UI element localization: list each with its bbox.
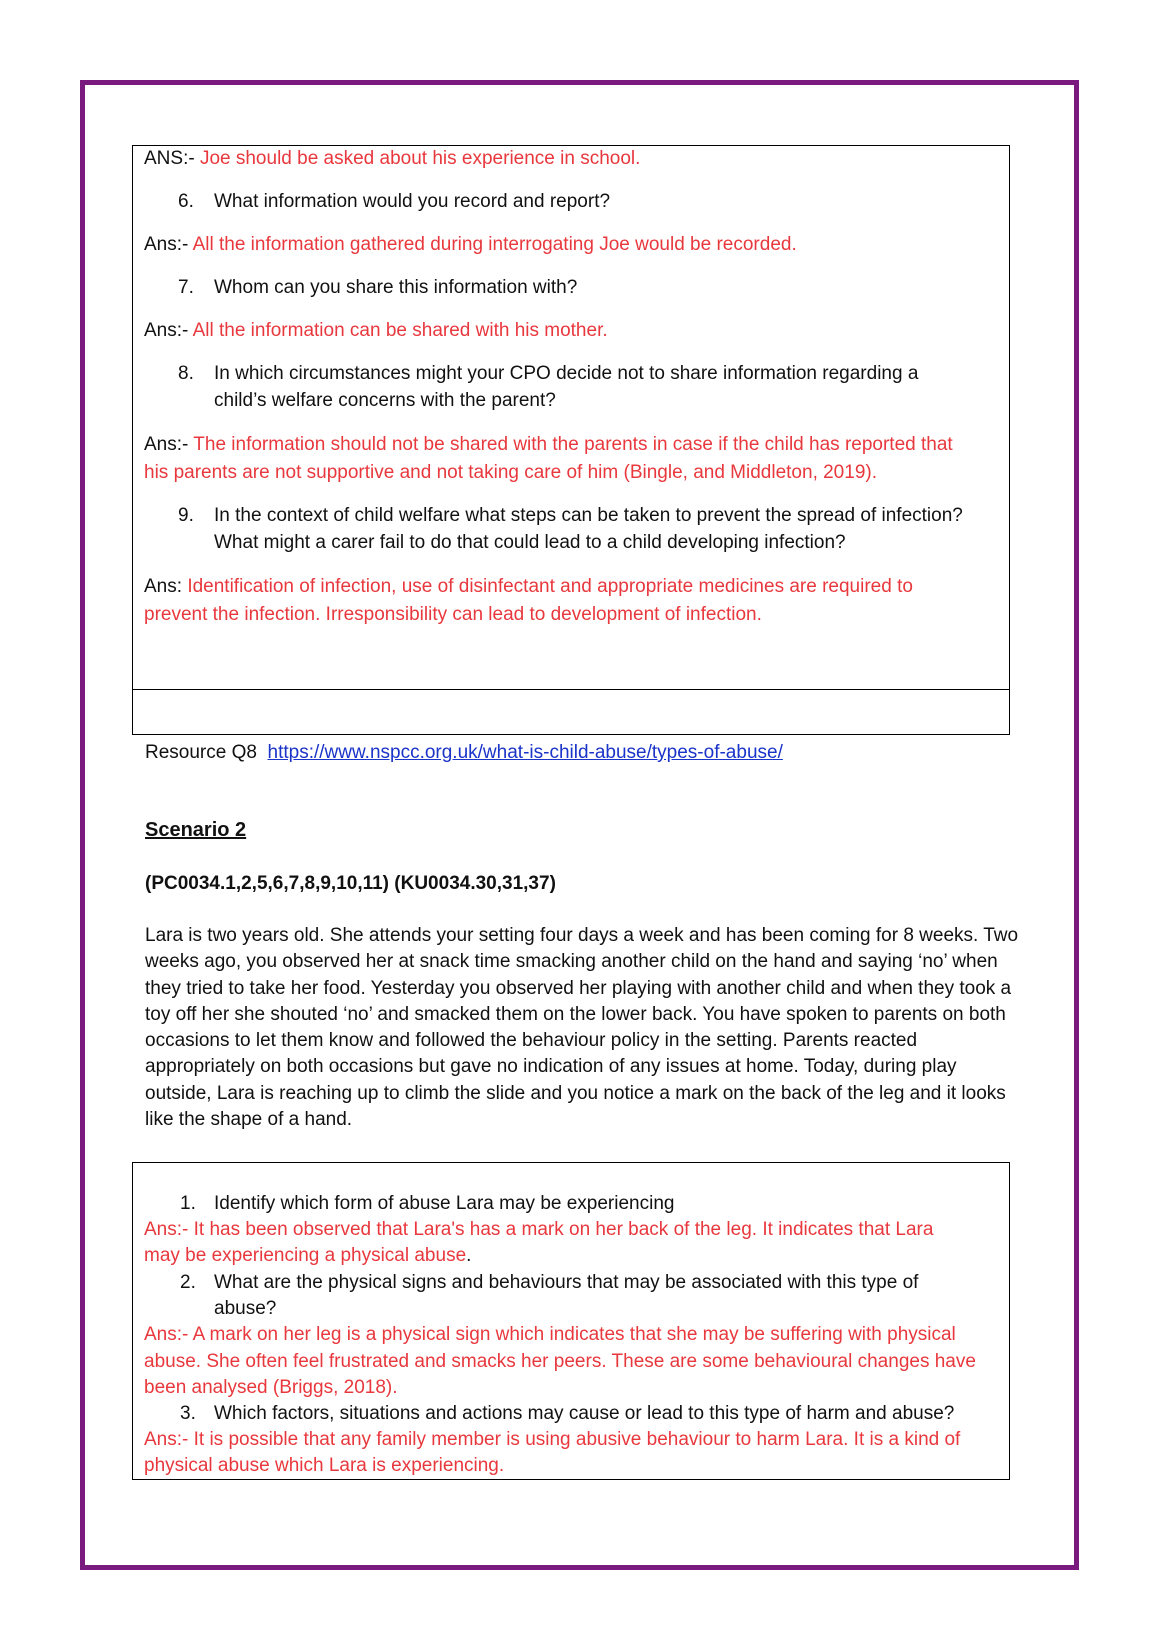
answer-8-line-1 [144,432,953,458]
answer-text: may be experiencing a physical abuse [144,1245,467,1266]
answer-prefix: Ans:- [144,320,193,341]
question-number: 6. [178,191,194,212]
answer-1-line-2 [144,1243,471,1269]
answer-prefix: Ans:- [144,434,194,455]
answer-2-line-2: abuse. She often feel frustrated and smacks her peers. These are some behavioural changes have [144,1351,976,1372]
question-9-line-1: In the context of child welfare what steps can be taken to prevent the spread of infection? [214,505,963,526]
scenario-codes: (PC0034.1,2,5,6,7,8,9,10,11) (KU0034.30,31,37) [145,873,556,894]
question-7: 7. [178,277,194,298]
answer-3-line-1: Ans:- It is possible that any family member is using abusive behaviour to harm Lara. It is a kind of [144,1429,961,1450]
answer-1-line-1: Ans:- It has been observed that Lara's has a mark on her back of the leg. It indicates that Lara [144,1219,934,1240]
answer-prefix: ANS:- [144,148,200,169]
resource-label: Resource Q8 [145,742,257,763]
question-2-line-2: abuse? [214,1298,277,1319]
scenario-title: Scenario 2 [145,819,247,841]
question-6-text: What information would you record and report? [214,191,611,212]
answer-period: . [466,1245,472,1266]
answer-2-line-1: Ans:- A mark on her leg is a physical sign which indicates that she may be suffering with physical [144,1324,956,1345]
answer-6 [144,232,797,258]
answer-prefix: Ans:- [144,234,193,255]
scenario-text: Lara is two years old. She attends your setting four days a week and has been coming for 8 weeks. Two weeks ago, you observed her at snack time smacking another child on the hand and saying ‘no’ when they tried to take her food. Yesterday you observed her playing with another child and when they took a toy off her she shouted ‘no’ and smacked them on the lower back. You have spoken to parents on both occasions to let them know and followed the behaviour policy in the setting. Parents reacted appropriately on both occasions but gave no indication of any issues at home. Today, during play outside, Lara is reaching up to climb the slide and you notice a mark on the back of the leg and it looks like the shape of a hand. [145,925,1019,1131]
answer-text: Joe should be asked about his experience in school. [199,148,641,169]
answer-prefix: Ans: [144,576,188,597]
resource-line [145,740,783,766]
answer-7 [144,318,608,344]
answer-9-line-1 [144,574,913,600]
question-7-text: Whom can you share this information with? [214,277,578,298]
answer-8-line-2: his parents are not supportive and not taking care of him (Bingle, and Middleton, 2019). [144,462,877,483]
answer-text: Identification of infection, use of disinfectant and appropriate medicines are required to [187,576,913,597]
question-8-line-1: In which circumstances might your CPO decide not to share information regarding a [214,363,919,384]
question-6 [178,189,194,215]
answer-text: The information should not be shared with the parents in case if the child has reported that [193,434,953,455]
question-3-number: 3. [180,1403,196,1424]
question-2-line-1: What are the physical signs and behaviours that may be associated with this type of [214,1272,919,1293]
question-9: 9. [178,505,194,526]
answer-9-line-2: prevent the infection. Irresponsibility can lead to development of infection. [144,604,762,625]
question-3-text: Which factors, situations and actions may cause or lead to this type of harm and abuse? [214,1403,955,1424]
answers-table-divider [132,689,1010,690]
answer-text: All the information gathered during interrogating Joe would be recorded. [192,234,797,255]
question-8: 8. [178,363,194,384]
question-1-text: Identify which form of abuse Lara may be experiencing [214,1193,675,1214]
resource-link[interactable]: https://www.nspcc.org.uk/what-is-child-abuse/types-of-abuse/ [267,742,783,763]
answer-3-line-2: physical abuse which Lara is experiencing. [144,1455,505,1476]
question-8-line-2: child’s welfare concerns with the parent? [214,390,556,411]
answer-2-line-3: been analysed (Briggs, 2018). [144,1377,398,1398]
question-9-line-2: What might a carer fail to do that could lead to a child developing infection? [214,532,846,553]
answer-text: All the information can be shared with his mother. [192,320,608,341]
answer-5 [144,146,640,172]
question-1-number: 1. [180,1193,196,1214]
question-2-number: 2. [180,1272,196,1293]
